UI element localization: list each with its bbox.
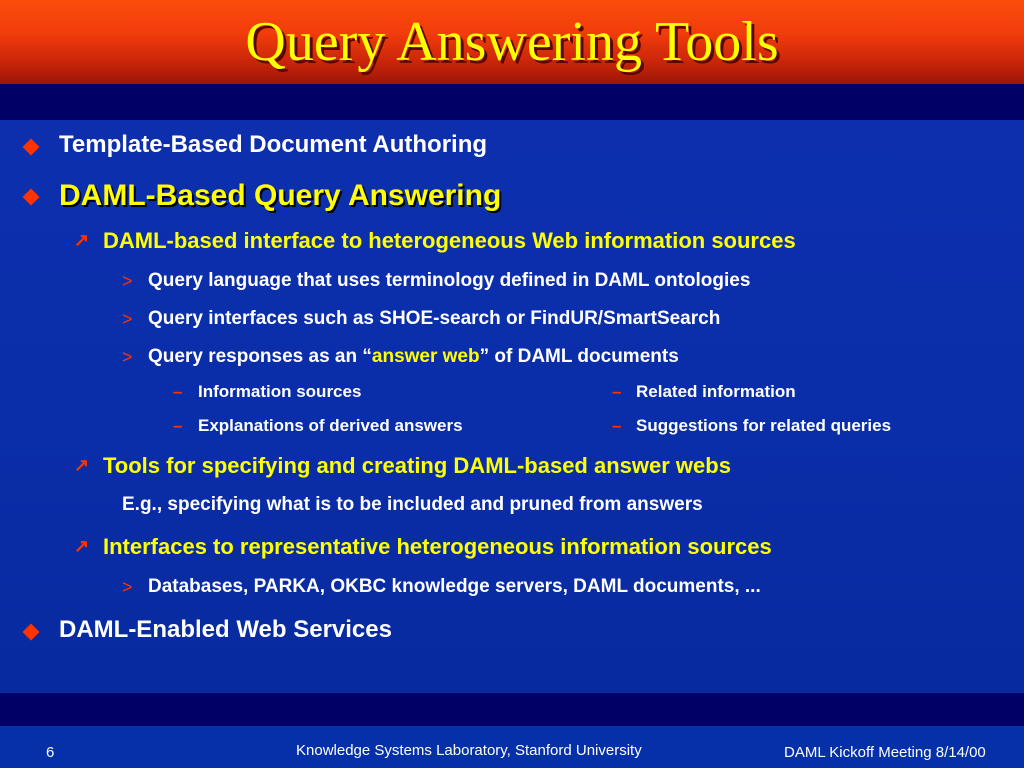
sub-item-2: Tools for specifying and creating DAML-based answer webs	[103, 453, 731, 478]
arrow-bullet-icon: ↗	[74, 536, 90, 556]
footer-organization: Knowledge Systems Laboratory, Stanford University	[296, 742, 642, 759]
chevron-bullet-icon: >	[122, 347, 133, 367]
chevron-bullet-icon: >	[122, 271, 133, 291]
page-number: 6	[46, 744, 55, 761]
sub-item-3: Interfaces to representative heterogeneous information sources	[103, 534, 772, 559]
chevron-bullet-icon: >	[122, 577, 133, 597]
title-bar	[0, 0, 1024, 84]
arrow-bullet-icon: ↗	[74, 455, 90, 475]
sub-item-1b: Query interfaces such as SHOE-search or FindUR/SmartSearch	[148, 308, 721, 329]
dash-bullet-icon: –	[612, 416, 622, 435]
sub-item-1a: Query language that uses terminology defined in DAML ontologies	[148, 270, 751, 291]
dash-bullet-icon: –	[612, 382, 622, 401]
sub-item-1c-iii: Explanations of derived answers	[198, 416, 463, 435]
sub-item-1c	[148, 346, 679, 368]
sub-item-1c-pre: Query responses as an “	[148, 346, 372, 367]
bullet-item-1: Template-Based Document Authoring	[59, 131, 488, 158]
dash-bullet-icon: –	[173, 416, 183, 435]
sub-item-1c-post: ” of DAML documents	[479, 346, 679, 367]
bullet-item-3: DAML-Enabled Web Services	[59, 616, 392, 643]
footer-event: DAML Kickoff Meeting 8/14/00	[784, 744, 986, 761]
sub-item-3a: Databases, PARKA, OKBC knowledge servers, DAML documents, ...	[148, 576, 761, 597]
dash-bullet-icon: –	[173, 382, 183, 401]
bullet-item-2: DAML-Based Query Answering	[59, 179, 502, 212]
sub-item-1c-iv: Suggestions for related queries	[636, 416, 892, 435]
sub-item-1: DAML-based interface to heterogeneous Web information sources	[103, 228, 796, 253]
answer-web-highlight: answer web	[371, 346, 480, 367]
sub-item-1c-ii: Related information	[636, 382, 796, 401]
slide-title: Query Answering Tools	[245, 11, 779, 73]
arrow-bullet-icon: ↗	[74, 230, 90, 250]
sub-item-1c-i: Information sources	[198, 382, 362, 401]
sub-item-2a: E.g., specifying what is to be included and pruned from answers	[122, 494, 703, 515]
chevron-bullet-icon: >	[122, 309, 133, 329]
